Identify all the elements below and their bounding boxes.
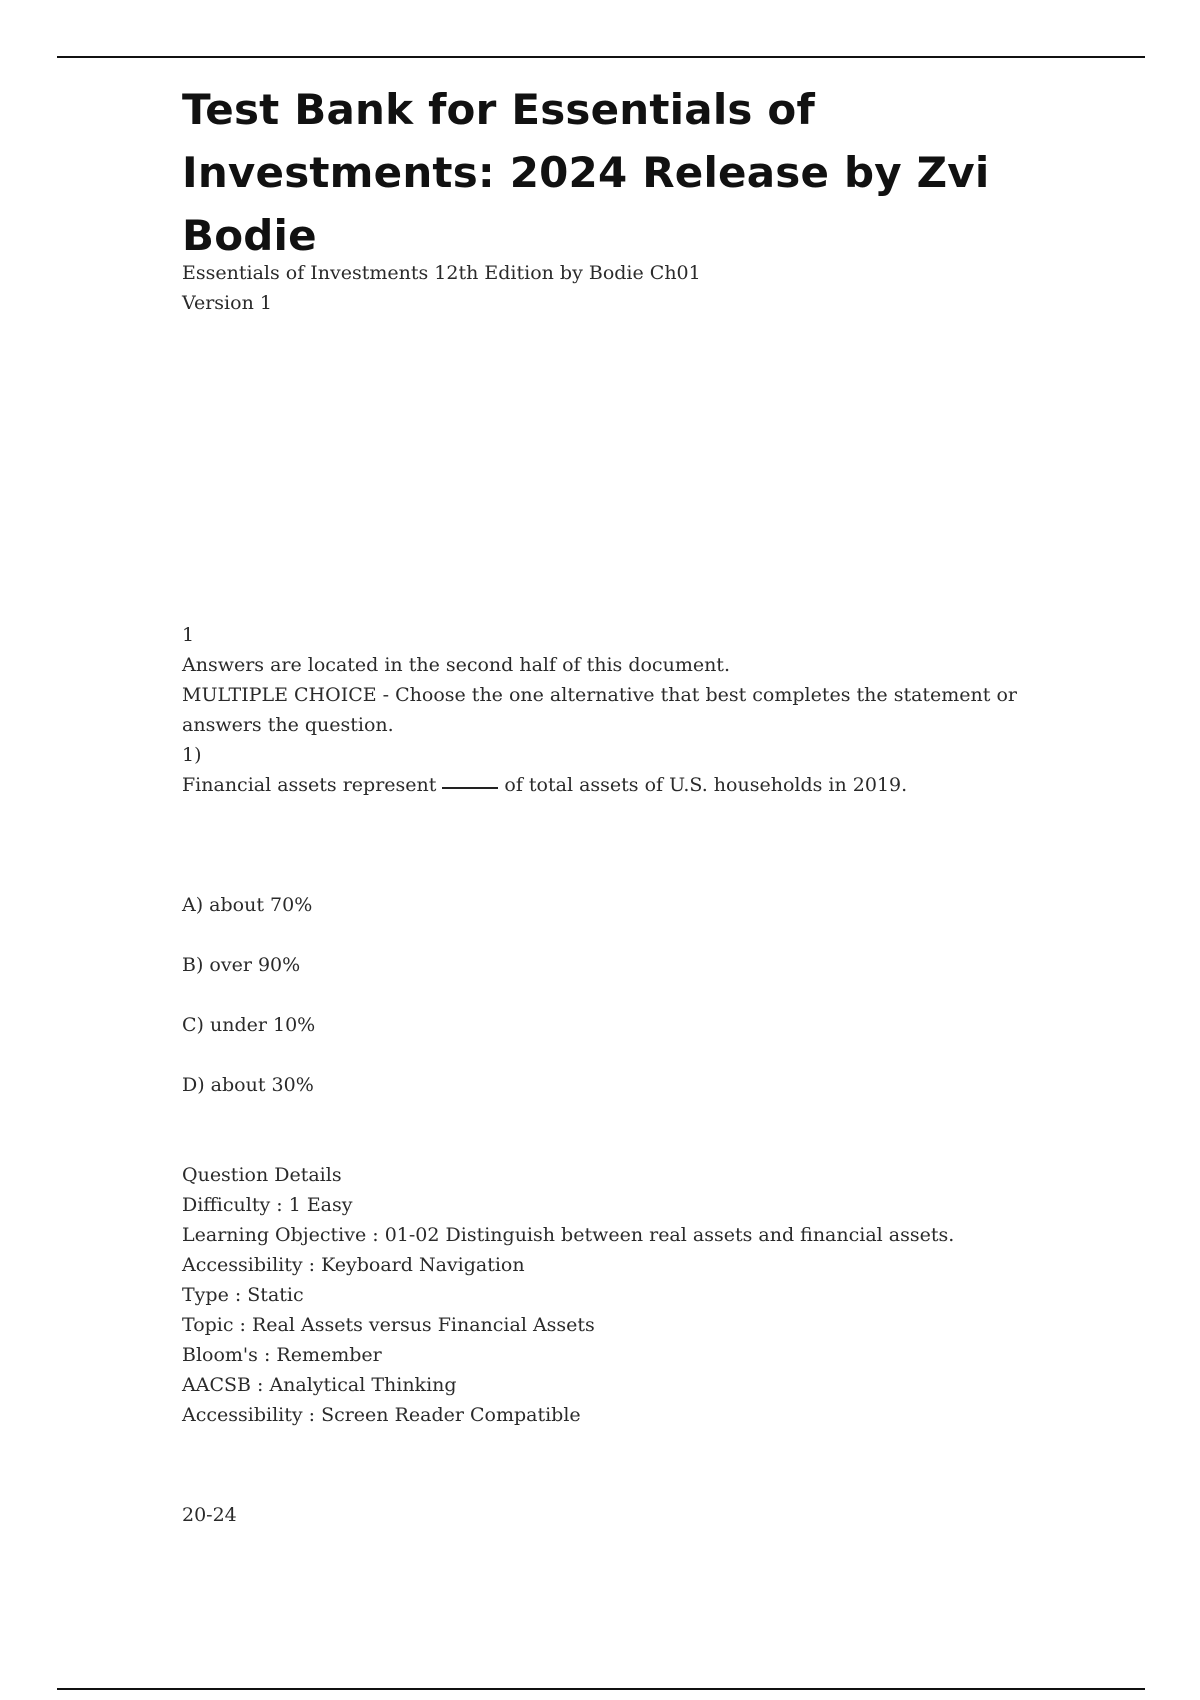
question-details-heading: Question Details [182,1164,342,1186]
option-d: D) about 30% [182,1074,314,1096]
document-title: Test Bank for Essentials of Investments: 2024 Release by Zvi Bodie [182,85,990,260]
document-subtitle: Essentials of Investments 12th Edition by Bodie Ch01 [182,262,701,284]
bottom-rule [57,1688,1145,1690]
instructions-line-1: MULTIPLE CHOICE - Choose the one alternative that best completes the statement or [182,684,1017,706]
page-number: 1 [182,624,195,646]
detail-accessibility-keyboard: Accessibility : Keyboard Navigation [182,1254,525,1276]
option-a: A) about 70% [182,894,313,916]
option-b: B) over 90% [182,954,301,976]
instructions-line-2: answers the question. [182,714,394,736]
top-rule [57,56,1145,58]
detail-learning-objective: Learning Objective : 01-02 Distinguish between real assets and financial assets. [182,1224,955,1246]
detail-difficulty: Difficulty : 1 Easy [182,1194,353,1216]
question-number: 1) [182,744,202,766]
answer-blank [442,787,498,789]
option-c: C) under 10% [182,1014,316,1036]
footer-code: 20-24 [182,1504,237,1526]
question-text [182,774,907,796]
detail-accessibility-screen-reader: Accessibility : Screen Reader Compatible [182,1404,581,1426]
question-text-after: of total assets of U.S. households in 2019. [504,774,908,796]
detail-blooms: Bloom's : Remember [182,1344,382,1366]
detail-type: Type : Static [182,1284,304,1306]
title-block [182,78,1042,267]
detail-aacsb: AACSB : Analytical Thinking [182,1374,457,1396]
document-version: Version 1 [182,292,272,314]
question-text-before: Financial assets represent [182,774,437,796]
detail-topic: Topic : Real Assets versus Financial Assets [182,1314,595,1336]
answers-note: Answers are located in the second half of this document. [182,654,730,676]
